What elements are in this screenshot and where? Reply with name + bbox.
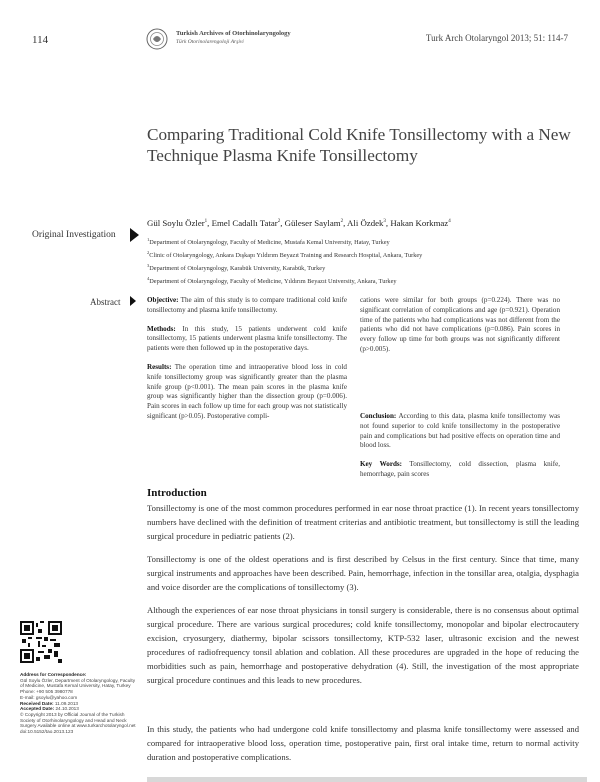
journal-name-tr: Türk Otorinolarengoloji Arşivi bbox=[176, 39, 244, 45]
affiliation: $^1$Department of Otolaryngology, Faculty of Medicine, Mustafa Kemal University, Hatay, Turkey bbox=[147, 237, 390, 247]
abstract-results-continued: cations were similar for both groups (p=0.224). There was no significant correlation of complications and age (p=0.921). Operation time of the patients who had complications was not different from the patients who did not have complications (p=0.086). Pain scores in every follow up time for both groups was not significantly different (p>0.005). bbox=[360, 296, 560, 353]
article-title: Comparing Traditional Cold Knife Tonsillectomy with a New Technique Plasma Knife Tonsillectomy bbox=[147, 125, 571, 165]
affiliation: $^4$Department of Otolaryngology, Faculty of Medicine, Yıldırım Beyazıt University, Ankara, Turkey bbox=[147, 276, 397, 286]
abstract-results: Results: The operation time and intraoperative blood loss in cold knife tonsillectomy group was significantly greater than the plasma knife group (p<0.001). The mean pain scores in the plasma knife group was significantly higher than the dissection group (p=0.006). Pain scores in each follow up time for each group was not statistically significant (p>0.05). Postoperative compli- bbox=[147, 362, 347, 420]
abstract-arrow-icon bbox=[130, 296, 136, 306]
abstract-column-right bbox=[360, 296, 560, 489]
correspondence-email: E-mail: gsoylu@yahoo.com bbox=[20, 694, 78, 700]
page-number: 114 bbox=[32, 34, 49, 46]
affiliation: $^2$Clinic of Otolaryngology, Ankara Dışkapı Yıldırım Beyazıt Training and Research Hospital, Ankara, Turkey bbox=[147, 250, 423, 260]
footer-bar bbox=[147, 777, 587, 782]
abstract-methods: Methods: In this study, 15 patients underwent cold knife tonsillectomy, 15 patients underwent plasma knife tonsillectomy. The patients were then followed up in the postoperative days. bbox=[147, 324, 347, 353]
abstract-label: Abstract bbox=[90, 297, 121, 307]
intro-paragraph: Tonsillectomy is one of the most common procedures performed in ear nose throat practice (1). In recent years tonsillectomy numbers have declined with the definition of treatment criterias and antibiotic treatment, but tonsillectomy is still the leading surgical procedure in pediatric patients (2). bbox=[147, 503, 579, 541]
correspondence-block bbox=[20, 672, 138, 735]
correspondence-label: Address for Correspondence: bbox=[20, 672, 87, 677]
correspondence-phone: Phone: +90 505 3980778 bbox=[20, 689, 73, 695]
journal-name-block bbox=[176, 29, 291, 47]
author: Hakan Korkmaz$^4$ bbox=[390, 218, 451, 228]
journal-name: Turkish Archives of Otorhinolaryngology bbox=[176, 30, 291, 37]
affiliation: $^3$Department of Otolaryngology, Karabük University, Karabük, Turkey bbox=[147, 263, 326, 273]
author: Güleser Saylam$^2$ bbox=[284, 218, 344, 228]
qr-code-icon bbox=[20, 621, 62, 663]
copyright: © Copyright 2013 by Official Journal of the Turkish Society of Otorhinolaryngology and Head and Neck Surgery Available online at www.turkarchotolaryngol.net bbox=[20, 711, 136, 729]
author: Emel Cadallı Tatar$^2$ bbox=[211, 218, 281, 228]
author: Ali Özdek$^3$ bbox=[347, 218, 386, 228]
citation: Turk Arch Otolaryngol 2013; 51: 114-7 bbox=[425, 33, 568, 43]
intro-paragraph: Although the experiences of ear nose throat physicians in tonsil surgery is considerable, there is no consensus about optimal surgical procedure. There are various surgical procedures; cold knife tonsillectomy, monopolar and bipolar electrocautery excision, cryosurgery, diathermy, bipolar scissors tonsillectomy, KTP-532 laser, ultrasonic excision and the newest procedures of radiofrequency tonsil ablation and coblation. All these procedures are upgraded in the hope of reducing the morbidities such as pain, hemorrhage and postoperative dehydration (4). Still, the investigation of the most appropriate surgical procedure continues and this leads to new procedures. bbox=[147, 605, 579, 685]
abstract-keywords: Key Words: Tonsillectomy, cold dissection, plasma knife, hemorrhage, pain scores bbox=[360, 460, 560, 478]
abstract-objective: Objective: The aim of this study is to compare traditional cold knife tonsillectomy and plasma knife tonsillectomy. bbox=[147, 296, 347, 314]
correspondence-address: Gül Soylu Özler, Department of Otolaryngology, Faculty of Medicine, Mustafa Kemal University, Hatay, Turkey bbox=[20, 677, 136, 689]
accepted-date: Accepted Date: 24.10.2013 bbox=[20, 706, 79, 712]
abstract-conclusion: Conclusion: According to this data, plasma knife tonsillectomy was not found superior to cold knife tonsillectomy in the postoperative pain and complications but had positive effects on operation time and blood loss. bbox=[360, 412, 560, 450]
intro-paragraph: Tonsillectomy is one of the oldest operations and is first described by Celsus in the first century. Since that time, many surgical instruments and approaches have been described. Pain, hemorrhage, infection in the tonsillar area, otalgia, dysphagia and voice disorder are the complications of tonsillectomy (3). bbox=[147, 554, 579, 592]
section-heading: Introduction bbox=[147, 487, 207, 499]
journal-logo-icon bbox=[146, 28, 168, 50]
abstract-column-left bbox=[147, 296, 347, 479]
received-date: Received Date: 11.09.2013 bbox=[20, 700, 79, 706]
intro-paragraph: In this study, the patients who had undergone cold knife tonsillectomy and plasma knife tonsillectomy were assessed and compared for intraoperative blood loss, operation time, postoperative pain, first oral intake time, return to normal activity duration and postoperative complications. bbox=[147, 724, 579, 762]
author-list: Gül Soylu Özler$^1$, Emel Cadallı Tatar$^2$, Güleser Saylam$^2$, Ali Özdek$^3$, Hakan Korkmaz$^4$ bbox=[147, 218, 451, 228]
author: Gül Soylu Özler$^1$ bbox=[147, 218, 208, 228]
article-type-arrow-icon bbox=[130, 228, 139, 242]
doi: doi:10.5152/tao.2013.123 bbox=[20, 729, 74, 735]
article-type: Original Investigation bbox=[32, 230, 116, 240]
